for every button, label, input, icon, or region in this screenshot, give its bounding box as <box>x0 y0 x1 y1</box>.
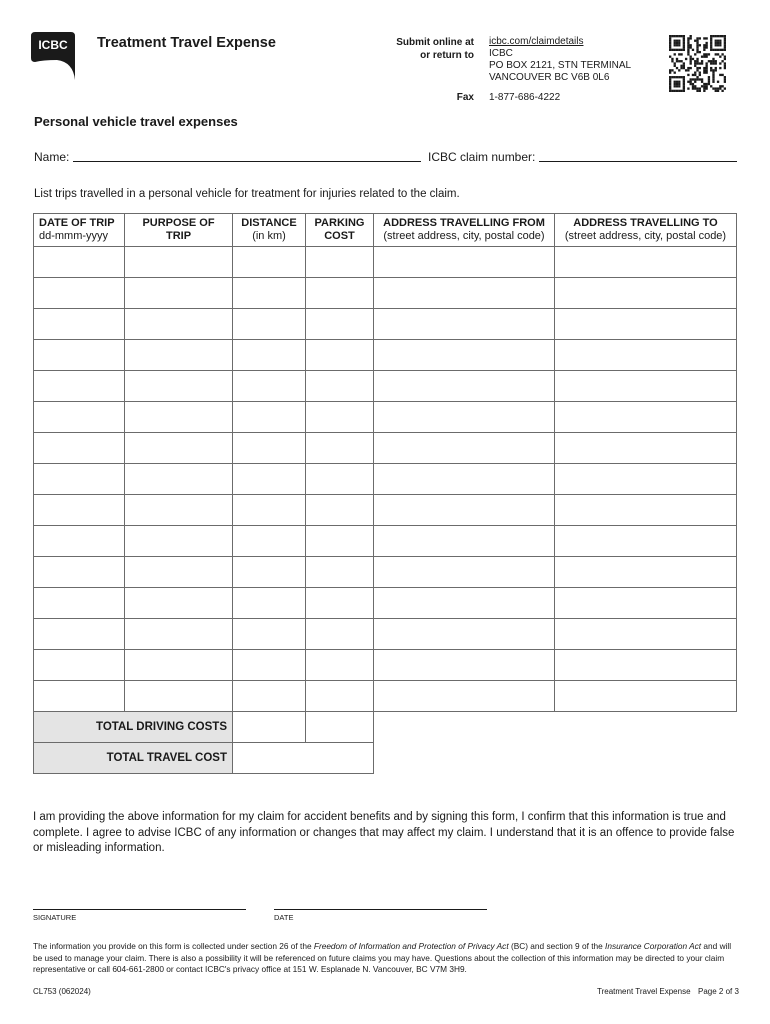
trip-cell[interactable] <box>34 402 125 433</box>
total-parking-cell[interactable] <box>306 712 374 743</box>
trip-cell[interactable] <box>125 619 233 650</box>
trip-row <box>34 619 737 650</box>
trip-row <box>34 278 737 309</box>
trip-cell[interactable] <box>233 495 306 526</box>
col-header-purpose: PURPOSE OF TRIP <box>125 214 233 247</box>
trip-cell[interactable] <box>374 464 555 495</box>
submit-label-line1: Submit online at <box>396 37 474 48</box>
trip-cell[interactable] <box>34 340 125 371</box>
trip-cell[interactable] <box>374 619 555 650</box>
qr-code <box>669 35 726 92</box>
total-distance-cell[interactable] <box>233 712 306 743</box>
section-title: Personal vehicle travel expenses <box>34 114 238 129</box>
form-code: CL753 (062024) <box>33 987 91 996</box>
trip-cell[interactable] <box>125 433 233 464</box>
date-label: DATE <box>274 913 294 922</box>
address-line: ICBC <box>489 48 513 59</box>
logo-text: ICBC <box>38 38 68 52</box>
address-line: VANCOUVER BC V6B 0L6 <box>489 72 610 83</box>
trip-cell[interactable] <box>374 309 555 340</box>
trip-cell[interactable] <box>555 650 737 681</box>
trip-cell[interactable] <box>555 464 737 495</box>
trip-cell[interactable] <box>374 650 555 681</box>
form-title: Treatment Travel Expense <box>97 35 276 51</box>
trip-cell[interactable] <box>555 433 737 464</box>
trip-cell[interactable] <box>374 247 555 278</box>
trip-cell[interactable] <box>34 247 125 278</box>
trip-cell[interactable] <box>34 309 125 340</box>
trip-cell[interactable] <box>233 526 306 557</box>
col-header-address-to: ADDRESS TRAVELLING TO (street address, city, postal code) <box>555 214 737 247</box>
signature-label: SIGNATURE <box>33 913 77 922</box>
trip-cell[interactable] <box>34 588 125 619</box>
trip-cell[interactable] <box>374 278 555 309</box>
trip-cell[interactable] <box>306 309 374 340</box>
trip-cell[interactable] <box>125 681 233 712</box>
total-driving-costs-label: TOTAL DRIVING COSTS <box>34 712 233 743</box>
trip-cell[interactable] <box>374 340 555 371</box>
icbc-act-name: Insurance Corporation Act <box>605 941 702 951</box>
total-travel-cost-label: TOTAL TRAVEL COST <box>34 743 233 774</box>
trip-cell[interactable] <box>125 495 233 526</box>
submit-label-line2: or return to <box>420 50 474 61</box>
trip-cell[interactable] <box>233 402 306 433</box>
trip-row <box>34 650 737 681</box>
trip-cell[interactable] <box>306 433 374 464</box>
trip-cell[interactable] <box>125 588 233 619</box>
trip-row <box>34 433 737 464</box>
trip-cell[interactable] <box>555 247 737 278</box>
trip-row <box>34 309 737 340</box>
instructions: List trips travelled in a personal vehicle for treatment for injuries related to the claim. <box>34 188 460 200</box>
trip-cell[interactable] <box>306 681 374 712</box>
trip-cell[interactable] <box>125 557 233 588</box>
trip-cell[interactable] <box>306 588 374 619</box>
trip-cell[interactable] <box>34 464 125 495</box>
trip-cell[interactable] <box>34 619 125 650</box>
submit-label <box>376 36 474 62</box>
trip-cell[interactable] <box>233 247 306 278</box>
trip-cell[interactable] <box>125 340 233 371</box>
trip-cell[interactable] <box>125 309 233 340</box>
trip-cell[interactable] <box>233 340 306 371</box>
claim-number-label: ICBC claim number: <box>428 150 536 164</box>
trip-cell[interactable] <box>555 278 737 309</box>
total-travel-cost-cell[interactable] <box>233 743 374 774</box>
mailing-address <box>489 36 631 84</box>
privacy-notice: The information you provide on this form is collected under section 26 of the Freedom of Information and Protection of Privacy Act (BC) and section 9 of the Insurance Corporation Act and will be used to manage your claim. There is also a possibility it will be referenced on future claims you may have. Questions about the collection of this information may be directed to your claim representative or call 604-661-2800 or contact ICBC's privacy office at 151 W. Esplanade N. Vancouver, BC V7M 3H9. <box>33 941 732 974</box>
signature-field[interactable] <box>33 909 246 910</box>
trip-row <box>34 371 737 402</box>
trip-row <box>34 495 737 526</box>
trip-table <box>33 213 737 774</box>
trip-cell[interactable] <box>306 402 374 433</box>
trip-cell[interactable] <box>125 371 233 402</box>
trip-cell[interactable] <box>555 526 737 557</box>
trip-cell[interactable] <box>125 650 233 681</box>
trip-cell[interactable] <box>233 433 306 464</box>
fax-number: 1-877-686-4222 <box>489 92 561 103</box>
trip-cell[interactable] <box>233 557 306 588</box>
trip-cell[interactable] <box>34 433 125 464</box>
footer-title: Treatment Travel Expense <box>597 987 691 996</box>
trip-cell[interactable] <box>306 464 374 495</box>
trip-cell[interactable] <box>306 526 374 557</box>
trip-cell[interactable] <box>233 588 306 619</box>
trip-cell[interactable] <box>34 495 125 526</box>
trip-cell[interactable] <box>233 619 306 650</box>
trip-cell[interactable] <box>233 278 306 309</box>
date-field[interactable] <box>274 909 487 910</box>
claim-number-field[interactable] <box>539 161 737 162</box>
trip-cell[interactable] <box>233 681 306 712</box>
trip-cell[interactable] <box>233 371 306 402</box>
trip-cell[interactable] <box>34 557 125 588</box>
trip-cell[interactable] <box>374 526 555 557</box>
trip-cell[interactable] <box>306 619 374 650</box>
trip-cell[interactable] <box>555 371 737 402</box>
trip-cell[interactable] <box>34 526 125 557</box>
trip-cell[interactable] <box>306 340 374 371</box>
trip-cell[interactable] <box>555 309 737 340</box>
declaration-text: I am providing the above information for my claim for accident benefits and by signing this form, I confirm that this information is true and complete. I agree to advise ICBC of any information or changes that may affect my claim. I understand that it is an offence to provide false or misleading information. <box>33 811 735 854</box>
page-number: Page 2 of 3 <box>698 987 739 996</box>
trip-cell[interactable] <box>34 650 125 681</box>
trip-cell[interactable] <box>125 278 233 309</box>
col-header-address-from: ADDRESS TRAVELLING FROM (street address, city, postal code) <box>374 214 555 247</box>
trip-cell[interactable] <box>233 464 306 495</box>
trip-cell[interactable] <box>555 681 737 712</box>
trip-cell[interactable] <box>34 371 125 402</box>
trip-cell[interactable] <box>125 526 233 557</box>
trip-cell[interactable] <box>555 588 737 619</box>
name-field[interactable] <box>73 161 421 162</box>
trip-cell[interactable] <box>374 588 555 619</box>
trip-row <box>34 588 737 619</box>
trip-cell[interactable] <box>374 495 555 526</box>
trip-cell[interactable] <box>306 278 374 309</box>
icbc-logo <box>31 32 75 80</box>
col-header-parking: PARKING COST <box>306 214 374 247</box>
trip-cell[interactable] <box>34 681 125 712</box>
trip-row <box>34 340 737 371</box>
trip-cell[interactable] <box>306 371 374 402</box>
trip-cell[interactable] <box>233 650 306 681</box>
trip-row <box>34 247 737 278</box>
trip-cell[interactable] <box>374 402 555 433</box>
trip-row <box>34 464 737 495</box>
trip-cell[interactable] <box>306 247 374 278</box>
claim-details-link[interactable]: icbc.com/claimdetails <box>489 36 584 47</box>
address-line: PO BOX 2121, STN TERMINAL <box>489 60 632 71</box>
trip-cell[interactable] <box>555 495 737 526</box>
trip-cell[interactable] <box>125 464 233 495</box>
foippa-act-name: Freedom of Information and Protection of Privacy Act <box>313 941 509 951</box>
trip-cell[interactable] <box>374 371 555 402</box>
trip-cell[interactable] <box>34 278 125 309</box>
trip-cell[interactable] <box>306 650 374 681</box>
trip-cell[interactable] <box>555 340 737 371</box>
fax-label: Fax <box>456 92 474 103</box>
name-label: Name: <box>34 150 70 164</box>
col-header-date: DATE OF TRIP dd-mmm-yyyy <box>34 214 125 247</box>
trip-row <box>34 526 737 557</box>
trip-cell[interactable] <box>233 309 306 340</box>
col-header-distance: DISTANCE (in km) <box>233 214 306 247</box>
trip-cell[interactable] <box>306 495 374 526</box>
trip-cell[interactable] <box>374 433 555 464</box>
trip-cell[interactable] <box>374 557 555 588</box>
trip-cell[interactable] <box>125 402 233 433</box>
trip-row <box>34 681 737 712</box>
trip-cell[interactable] <box>374 681 555 712</box>
trip-row <box>34 557 737 588</box>
trip-row <box>34 402 737 433</box>
trip-cell[interactable] <box>125 247 233 278</box>
trip-cell[interactable] <box>555 402 737 433</box>
trip-cell[interactable] <box>555 619 737 650</box>
trip-cell[interactable] <box>555 557 737 588</box>
trip-cell[interactable] <box>306 557 374 588</box>
